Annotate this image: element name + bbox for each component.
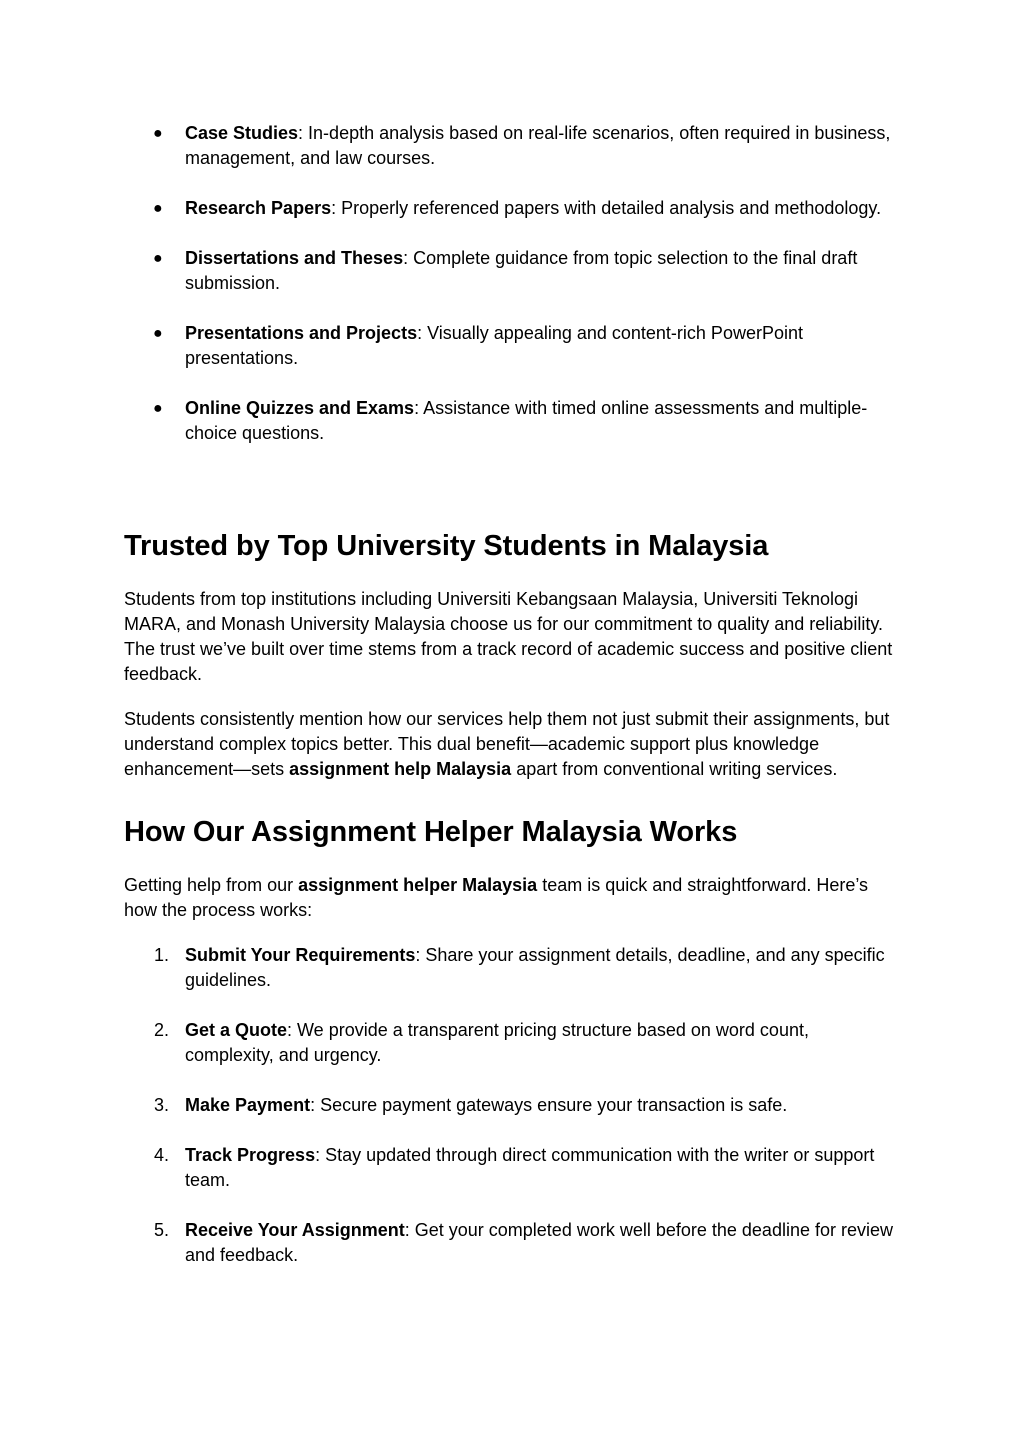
- list-item: [124, 1018, 900, 1068]
- step-title: Make Payment: [185, 1095, 311, 1115]
- bullet-icon: ●: [153, 250, 163, 267]
- bullet-icon: ●: [153, 325, 163, 342]
- step-description: : Get your completed work well before the deadline for review and feedback.: [185, 1220, 893, 1265]
- paragraph-text: Getting help from our: [124, 875, 299, 895]
- bullet-icon: ●: [153, 125, 163, 142]
- list-item: [124, 246, 900, 296]
- paragraph-text: Students consistently mention how our services help them not just submit their assignments, but understand complex topics better. This dual benefit—academic support plus knowledge enhancement—sets: [124, 709, 890, 779]
- list-item: [124, 196, 900, 221]
- trusted-heading: Trusted by Top University Students in Malaysia: [124, 530, 769, 562]
- list-item-description: : Complete guidance from topic selection to the final draft submission.: [185, 248, 858, 293]
- step-number: 1.: [154, 945, 170, 965]
- step-title: Submit Your Requirements: [185, 945, 416, 965]
- step-number: 4.: [154, 1145, 170, 1165]
- list-item-description: : In-depth analysis based on real-life scenarios, often required in business, management, and law courses.: [185, 123, 891, 168]
- trusted-paragraph: Students from top institutions including Universiti Kebangsaan Malaysia, Universiti Teknologi MARA, and Monash University Malaysia choose us for our commitment to quality and reliability. The trust we’ve built over time stems from a track record of academic success and positive client feedback.: [124, 589, 893, 684]
- how-it-works-heading: How Our Assignment Helper Malaysia Works: [124, 816, 738, 848]
- list-item-title: Research Papers: [185, 198, 332, 218]
- list-item-description: : Visually appealing and content-rich PowerPoint presentations.: [185, 323, 803, 368]
- process-steps-list: [124, 943, 900, 1293]
- list-item-description: : Properly referenced papers with detailed analysis and methodology.: [331, 198, 882, 218]
- paragraph-text: apart from conventional writing services.: [511, 759, 838, 779]
- list-item-title: Case Studies: [185, 123, 299, 143]
- list-item: [124, 1143, 900, 1193]
- paragraph-text: team is quick and straightforward. Here’s how the process works:: [124, 875, 869, 920]
- list-item: [124, 321, 900, 371]
- list-item: [124, 396, 900, 446]
- trusted-paragraph-2: [124, 707, 900, 782]
- list-item: [124, 121, 900, 171]
- bullet-icon: ●: [153, 200, 163, 217]
- list-item-description: : Assistance with timed online assessments and multiple-choice questions.: [185, 398, 868, 443]
- step-title: Track Progress: [185, 1145, 316, 1165]
- step-description: : Secure payment gateways ensure your transaction is safe.: [310, 1095, 788, 1115]
- bullet-icon: ●: [153, 400, 163, 417]
- step-description: : Stay updated through direct communication with the writer or support team.: [185, 1145, 875, 1190]
- step-title: Receive Your Assignment: [185, 1220, 405, 1240]
- step-description: : We provide a transparent pricing structure based on word count, complexity, and urgency.: [185, 1020, 809, 1065]
- keyword-bold: assignment help Malaysia: [289, 759, 512, 779]
- services-bullet-list: [124, 121, 900, 471]
- list-item: [124, 1218, 900, 1268]
- step-number: 2.: [154, 1020, 170, 1040]
- list-item: [124, 1093, 900, 1118]
- list-item-title: Dissertations and Theses: [185, 248, 404, 268]
- step-title: Get a Quote: [185, 1020, 288, 1040]
- list-item: [124, 943, 900, 993]
- keyword-bold: assignment helper Malaysia: [298, 875, 538, 895]
- step-number: 3.: [154, 1095, 170, 1115]
- list-item-title: Online Quizzes and Exams: [185, 398, 415, 418]
- list-item-title: Presentations and Projects: [185, 323, 418, 343]
- step-number: 5.: [154, 1220, 170, 1240]
- step-description: : Share your assignment details, deadline, and any specific guidelines.: [185, 945, 885, 990]
- how-it-works-intro: [124, 873, 900, 923]
